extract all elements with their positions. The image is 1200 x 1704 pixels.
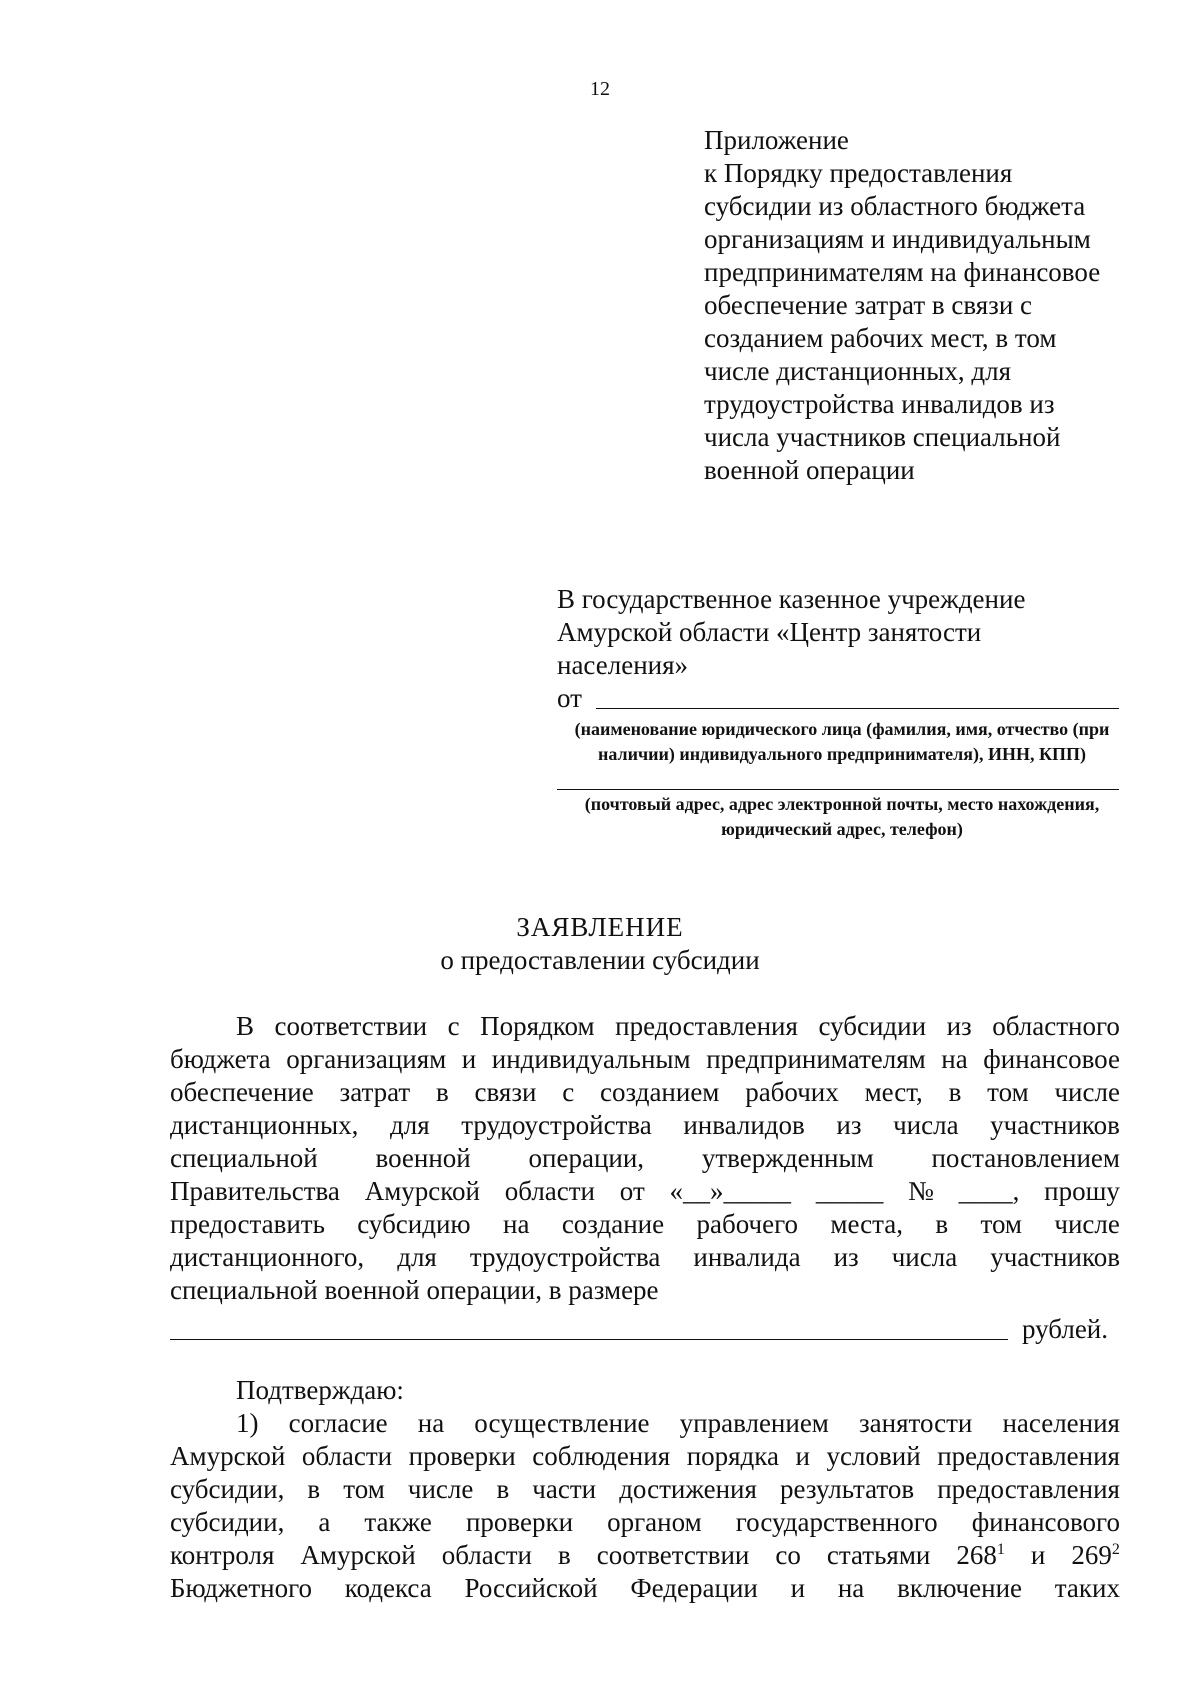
word: в [436,1077,449,1107]
word: Российской [464,1573,598,1603]
word: в [948,1077,962,1107]
applicant-name-field[interactable] [596,686,1119,709]
word: том [343,1474,385,1504]
word: достижения [619,1474,757,1504]
word: кодекса [344,1573,432,1603]
word: Правительства [170,1176,340,1206]
word: Амурской [364,1176,480,1206]
word: бюджета [170,1044,271,1074]
word: числе [1054,1209,1120,1239]
word: постановлением [931,1143,1120,1173]
article-268 [956,1539,1005,1572]
word: включение [897,1573,1023,1603]
word: Амурской [170,1441,286,1471]
word: финансовое [983,1044,1120,1074]
applicant-address-field[interactable] [557,789,1119,790]
word: Порядком [480,1011,595,1041]
appendix-block [704,124,1174,487]
word: субсидии [818,1011,927,1041]
word: результатов [780,1474,915,1504]
addressee-lines [557,583,1137,682]
word: в [496,1474,510,1504]
word: инвалидов [683,1110,805,1140]
item1-line [170,1506,1120,1539]
word: и [461,1044,477,1074]
word: управлением [679,1408,829,1438]
word: порядка [686,1441,779,1471]
request-line [170,1043,1120,1076]
request-line [170,1109,1120,1142]
request-line [170,1010,1120,1043]
word: Бюджетного [170,1573,312,1603]
document-title [0,911,1200,977]
word: также [364,1507,432,1537]
applicant-hint [557,717,1137,767]
word: рабочего [696,1209,798,1239]
word: статьями [826,1540,931,1570]
applicant-hint-line: наличии) индивидуального предпринимателя), ИНН, КПП) [597,744,1087,764]
addressee-line: В государственное казенное учреждение [557,584,1026,614]
word: дистанционных, [170,1110,359,1140]
applicant-hint-line: (наименование юридического лица (фамилия, имя, отчество (при [574,719,1110,739]
item1-line-6 [170,1572,1120,1605]
word: осуществление [474,1408,650,1438]
word: и [790,1573,806,1603]
word: на [503,1209,530,1239]
appendix-line: числе дистанционных, для [704,356,1012,386]
word: из [946,1011,972,1041]
word: занятости [859,1408,973,1438]
word: Амурской [300,1540,416,1570]
appendix-line: субсидии из областного бюджета [704,191,1086,221]
word: том [987,1077,1029,1107]
word: на [941,1044,968,1074]
word: с [447,1011,460,1041]
applicant-row [557,682,1137,715]
word: военной [375,1143,471,1173]
word: таких [1054,1573,1120,1603]
appendix-line: организациям и индивидуальным [704,224,1091,254]
appendix-line: к Порядку предоставления [704,158,1013,188]
word: области [301,1441,393,1471]
request-line [170,1241,1120,1274]
sum-row [170,1313,1120,1346]
address-hint-line: юридический адрес, телефон) [721,819,963,839]
title-sub: о предоставлении субсидии [440,945,760,975]
word: предоставить [170,1209,325,1239]
word: согласие [288,1408,388,1438]
word: соблюдения [532,1441,671,1471]
application-body [170,1010,1120,1605]
item1-line [170,1473,1120,1506]
word: рабочих [745,1077,839,1107]
word: предпринимателям [706,1044,926,1074]
word: из [833,1242,859,1272]
word: областного [992,1011,1120,1041]
word: организациям [286,1044,447,1074]
word: операции, [528,1143,645,1173]
word: соответствии [596,1540,750,1570]
appendix-line: предпринимателям на финансовое [704,257,1101,287]
word: проверки [408,1441,516,1471]
word: трудоустройства [469,1242,661,1272]
word: числа [891,1242,958,1272]
address-hint [557,792,1137,842]
word: специальной [170,1143,318,1173]
word: участников [990,1110,1120,1140]
word: трудоустройства [461,1110,652,1140]
page-number: 12 [590,78,610,100]
word: В [236,1011,255,1041]
word: области [441,1540,532,1570]
confirm-label: Подтверждаю: [236,1375,404,1405]
item1-line [170,1407,1120,1440]
word: числе [1054,1077,1120,1107]
word: предоставления [937,1441,1120,1471]
article-268-number: 268 [956,1540,997,1570]
word: затрат [339,1077,411,1107]
word: из [836,1110,862,1140]
word: для [397,1242,437,1272]
word: контроля [170,1540,275,1570]
word: Федерации [630,1573,758,1603]
word: 1) [236,1408,259,1438]
word: числе [407,1474,474,1504]
appendix-line: Приложение [704,125,849,155]
word: инвалида [693,1242,801,1272]
word: со [775,1540,801,1570]
word: государственного [735,1507,938,1537]
appendix-line: созданием рабочих мест, в том [704,323,1057,353]
appendix-line: военной операции [704,455,915,485]
word: ____, [958,1176,1020,1206]
word: в [307,1474,321,1504]
word: органом [607,1507,702,1537]
article-269 [1071,1539,1120,1572]
item1-line [170,1440,1120,1473]
word: связи [474,1077,537,1107]
appendix-line: числа участников специальной [704,422,1061,452]
word: места, [830,1209,903,1239]
word: предоставления [937,1474,1120,1504]
word: финансового [971,1507,1120,1537]
word: № [908,1176,934,1206]
request-line [170,1142,1120,1175]
word: субсидии, [170,1507,285,1537]
address-hint-line: (почтовый адрес, адрес электронной почты, место нахождения, [584,794,1100,814]
word: условий [826,1441,921,1471]
word: на [837,1573,865,1603]
word: предоставления [615,1011,798,1041]
word: для [390,1110,430,1140]
word: создание [561,1209,665,1239]
word: от [619,1176,645,1206]
word: в [558,1540,571,1570]
word: соответствии [274,1011,428,1041]
word: с [562,1077,575,1107]
word: в [935,1209,949,1239]
word: обеспечение [170,1077,314,1107]
word: созданием [600,1077,720,1107]
request-line [170,1076,1120,1109]
word: на [417,1408,445,1438]
title-main: ЗАЯВЛЕНИЕ [516,912,684,942]
word: проверки [465,1507,574,1537]
addressee-line: населения» [557,650,689,680]
addressee-block [557,583,1137,842]
word: индивидуальным [491,1044,691,1074]
addressee-line: Амурской области «Центр занятости [557,617,982,647]
word: субсидии, [170,1474,285,1504]
word: участников [990,1242,1120,1272]
word: субсидию [357,1209,471,1239]
word: области [504,1176,596,1206]
article-269-sup: 2 [1111,1541,1120,1558]
word: а [318,1507,331,1537]
word: и [1030,1540,1046,1570]
word: населения [1002,1408,1120,1438]
appendix-line: обеспечение затрат в связи с [704,290,1033,320]
word: том [980,1209,1023,1239]
appendix-line: трудоустройства инвалидов из [704,389,1055,419]
word: части [532,1474,597,1504]
request-line [170,1175,1120,1208]
paragraph-request [170,1010,1120,1274]
sum-suffix: рублей. [1022,1314,1109,1344]
word: числа [893,1110,959,1140]
item1-line-5 [170,1539,1120,1572]
word: _____ [815,1176,884,1206]
word: утвержденным [701,1143,874,1173]
paragraph-request-last-line: специальной военной операции, в размере [170,1275,659,1305]
word: «__»_____ [669,1176,792,1206]
word: и [795,1441,810,1471]
article-268-sup: 1 [996,1541,1005,1558]
from-label: от [557,683,582,713]
word: дистанционного, [170,1242,365,1272]
article-269-number: 269 [1071,1540,1112,1570]
request-line [170,1208,1120,1241]
word: прошу [1044,1176,1120,1206]
subsidy-amount-field[interactable] [170,1317,1008,1340]
confirmation-item-1 [170,1407,1120,1539]
word: мест, [864,1077,923,1107]
